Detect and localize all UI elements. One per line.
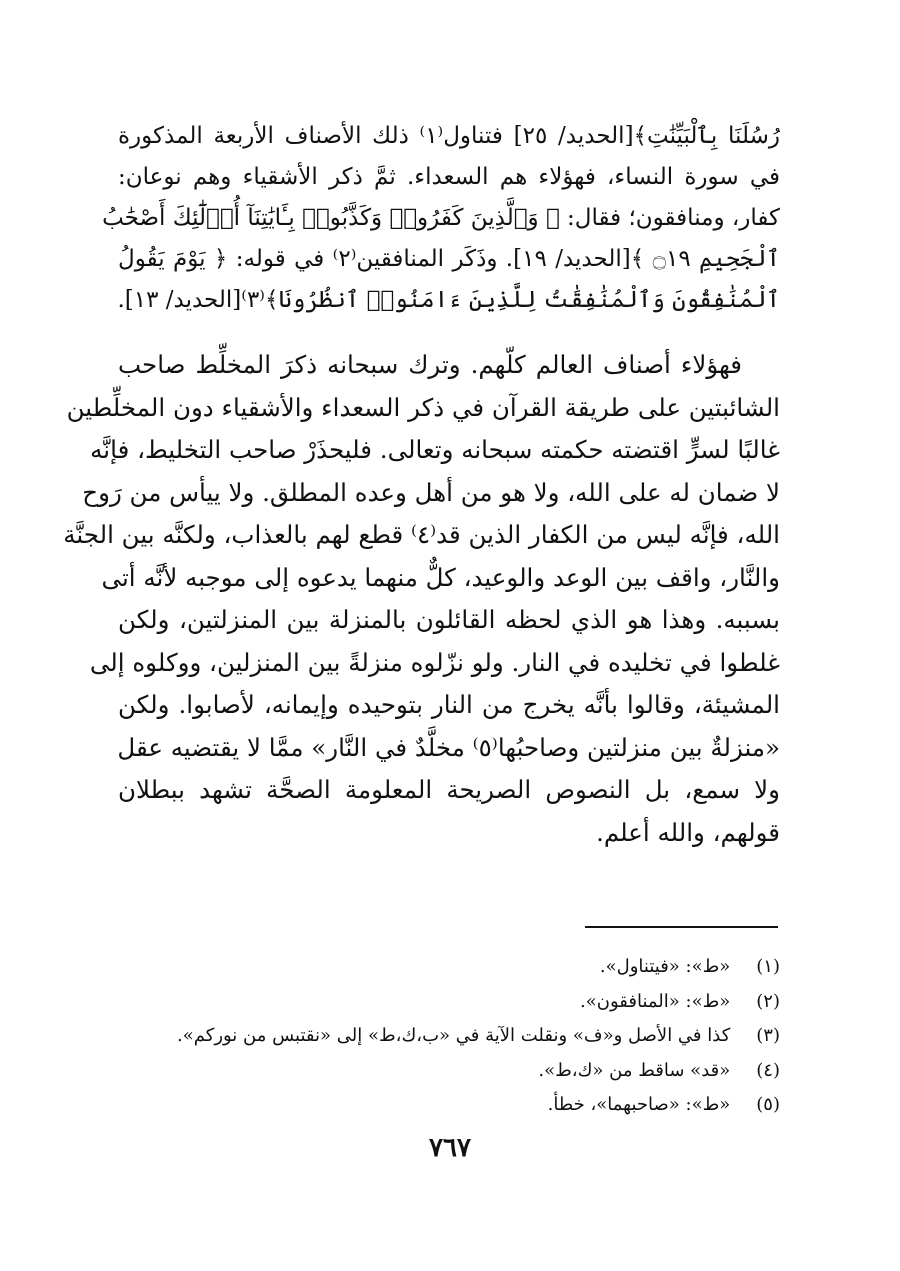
paragraph-1 bbox=[102, 116, 781, 321]
paragraph-2-line: ولا سمع، بل النصوص الصريحة المعلومة الصحَّة تشهد ببطلان bbox=[118, 775, 780, 804]
footnote-text: «قد» ساقط من «ك،ط». bbox=[538, 1059, 731, 1081]
paragraph-2-line: لا ضمان له على الله، ولا هو من أهل وعده المطلق. ولا ييأس من رَوح bbox=[82, 477, 780, 507]
footnote-number: (٤) bbox=[756, 1059, 780, 1081]
footnote-text: كذا في الأصل و«ف» ونقلت الآية في «ب،ك،ط» إلى «نقتبس من نوركم». bbox=[177, 1025, 731, 1046]
paragraph-2-line: المشيئة، وقالوا بأنَّه يخرج من النار بتوحيده وإيمانه، لأصابوا. ولكن bbox=[118, 690, 780, 719]
paragraph-1-line: في سورة النساء، فهؤلاء هم السعداء. ثمَّ ذكر الأشقياء وهم نوعان: bbox=[118, 164, 780, 190]
footnote-2 bbox=[118, 985, 780, 1020]
footnote-text: «ط»: «صاحبهما»، خطأ. bbox=[547, 1094, 731, 1115]
footnote-5 bbox=[118, 1088, 780, 1123]
paragraph-1-line: رُسُلَنَا بِٱلْبَيِّنَٰتِ﴾[الحديد/ ٢٥] فتناول⁽١⁾ ذلك الأصناف الأربعة المذكورة bbox=[118, 123, 780, 149]
paragraph-2-line: والنَّار، واقف بين الوعد والوعيد، كلٌّ منهما يدعوه إلى موجبه لأنَّه أتى bbox=[101, 562, 780, 592]
footnote-3 bbox=[118, 1019, 780, 1054]
footnotes bbox=[118, 950, 780, 1123]
footnote-separator bbox=[585, 926, 778, 928]
footnote-number: (٣) bbox=[756, 1025, 780, 1046]
paragraph-2 bbox=[63, 344, 780, 854]
paragraph-1-line: ٱلْمُنَٰفِقُونَ وَٱلْمُنَٰفِقَٰتُ لِلَّذِينَ ءَامَنُوا۟ ٱنظُرُونَا﴾⁽٣⁾[الحديد/ ١٣]. bbox=[117, 287, 780, 313]
paragraph-2-line: الله، فإنَّه ليس من الكفار الذين قد⁽٤⁾ قطع لهم بالعذاب، ولكنَّه بين الجنَّة bbox=[63, 520, 780, 549]
footnote-number: (٥) bbox=[756, 1094, 780, 1115]
footnote-number: (٢) bbox=[756, 990, 780, 1012]
paragraph-2-line: غلطوا في تخليده في النار. ولو نزّلوه منزلةً بين المنزلين، ووكلوه إلى bbox=[89, 647, 780, 677]
footnote-text: «ط»: «المنافقون». bbox=[580, 990, 731, 1012]
paragraph-1-line: كفار، ومنافقون؛ فقال: ﴿ وَٱلَّذِينَ كَفَرُوا۟ وَكَذَّبُوا۟ بِـَٔايَٰتِنَآ أُو۟لَٰٓئِكَ أَصْحَٰبُ bbox=[102, 205, 780, 231]
page-number: ٧٦٧ bbox=[429, 1133, 471, 1163]
paragraph-2-line: فهؤلاء أصناف العالم كلّهم. وترك سبحانه ذكرَ المخلِّط صاحب bbox=[118, 350, 742, 379]
footnote-4 bbox=[118, 1054, 780, 1089]
paragraph-2-line: بسببه. وهذا هو الذي لحظه القائلون بالمنزلة بين المنزلتين، ولكن bbox=[118, 605, 780, 634]
footnote-1 bbox=[118, 950, 780, 985]
paragraph-2-line: «منزلةٌ بين منزلتين وصاحبُها⁽٥⁾ مخلَّدٌ في النَّار» ممَّا لا يقتضيه عقل bbox=[117, 732, 780, 762]
footnote-number: (١) bbox=[756, 956, 780, 977]
paragraph-2-line: غالبًا لسرٍّ اقتضته حكمته سبحانه وتعالى. فليحذَرْ صاحب التخليط، فإنَّه bbox=[90, 435, 780, 464]
paragraph-2-line: قولهم، والله أعلم. bbox=[596, 817, 780, 847]
paragraph-2-line: الشائبتين على طريقة القرآن في ذكر السعداء والأشقياء دون المخلِّطين bbox=[66, 392, 780, 422]
paragraph-1-line: ٱلْجَحِيمِ ۝١٩ ﴾[الحديد/ ١٩]. وذَكَر المنافقين⁽٢⁾ في قوله: ﴿ يَوْمَ يَقُولُ bbox=[118, 246, 781, 272]
footnote-text: «ط»: «فيتناول». bbox=[599, 956, 731, 977]
